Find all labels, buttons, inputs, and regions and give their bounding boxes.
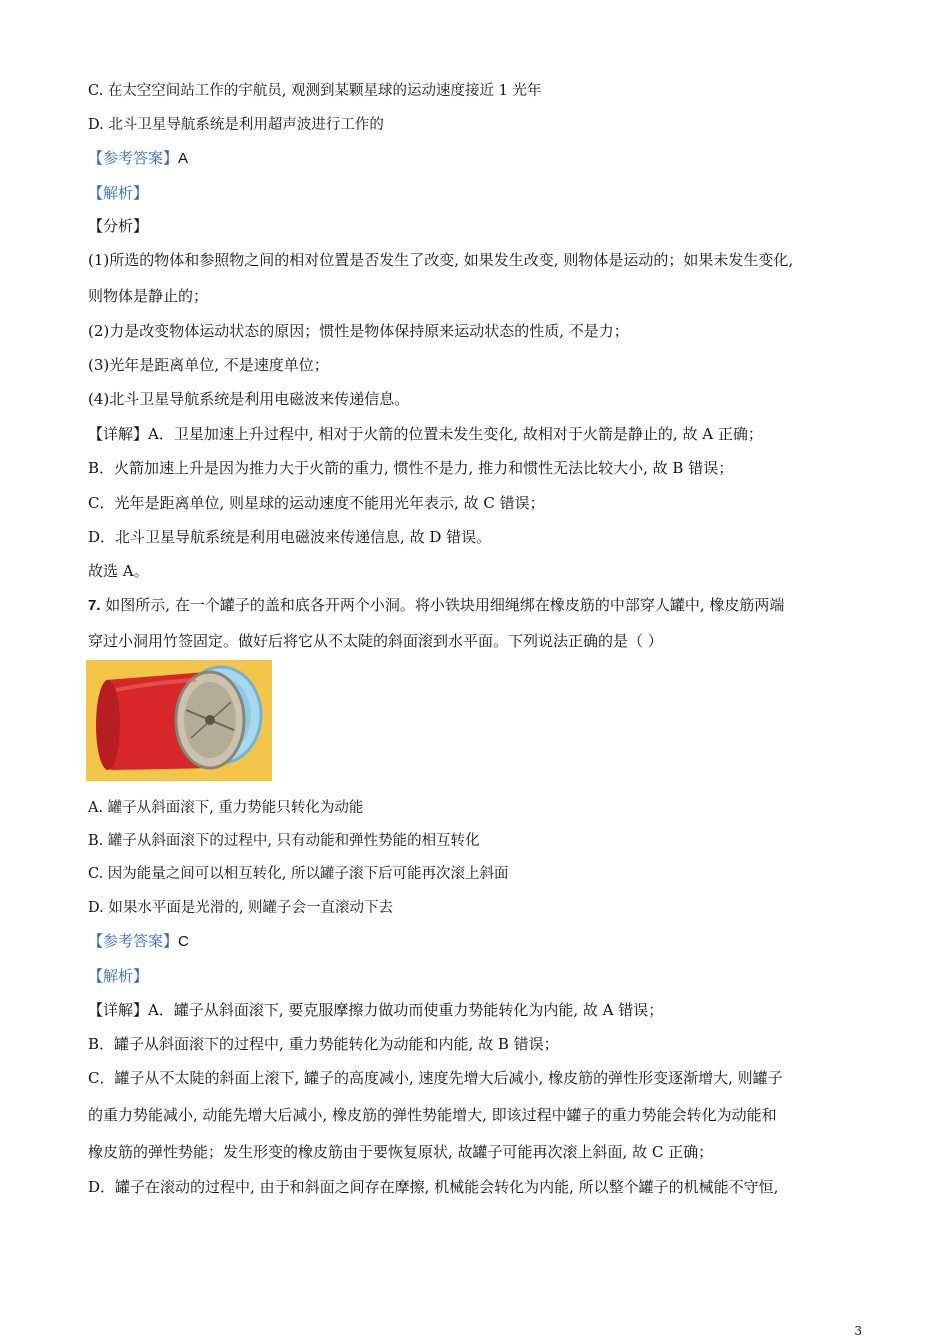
analysis-point-1-cont: 则物体是静止的； xyxy=(88,287,209,305)
detail-a: 【详解】A．卫星加速上升过程中, 相对于火箭的位置未发生变化, 故相对于火箭是静止的, 故 A 正确； xyxy=(88,425,763,443)
option-a: A. 罐子从斜面滚下, 重力势能只转化为动能 xyxy=(88,800,364,816)
question-7 xyxy=(88,595,784,616)
option-d: D. 如果水平面是光滑的, 则罐子会一直滚动下去 xyxy=(88,900,394,916)
answer-line-2 xyxy=(88,931,189,952)
question-7-cont: 穿过小洞用竹签固定。做好后将它从不太陡的斜面滚到水平面。下列说法正确的是（ ） xyxy=(88,632,663,650)
analysis-point-4: (4)北斗卫星导航系统是利用电磁波来传递信息。 xyxy=(88,390,410,408)
analysis-point-3: (3)光年是距离单位, 不是速度单位； xyxy=(88,356,329,374)
analysis-point-2: (2)力是改变物体运动状态的原因；惯性是物体保持原来运动状态的性质, 不是力； xyxy=(88,322,629,340)
detail-d: D．北斗卫星导航系统是利用电磁波来传递信息, 故 D 错误。 xyxy=(88,528,492,546)
rolling-can-illustration-icon xyxy=(86,660,272,781)
detail2-d: D．罐子在滚动的过程中, 由于和斜面之间存在摩擦, 机械能会转化为内能, 所以整个罐子的机械能不守恒, xyxy=(88,1178,779,1196)
option-d-prev: D. 北斗卫星导航系统是利用超声波进行工作的 xyxy=(88,117,384,133)
answer-tag: 【参考答案】 xyxy=(88,149,179,167)
page-number: 3 xyxy=(854,1324,862,1338)
question-text: 如图所示, 在一个罐子的盖和底各开两个小洞。将小铁块用细绳绑在橡皮筋的中部穿人罐中, 橡皮筋两端 xyxy=(100,596,785,614)
analysis-tag-2: 【解析】 xyxy=(88,967,149,985)
detail-b: B．火箭加速上升是因为推力大于火箭的重力, 惯性不是力, 推力和惯性无法比较大小, 故 B 错误； xyxy=(88,459,734,477)
option-b: B. 罐子从斜面滚下的过程中, 只有动能和弹性势能的相互转化 xyxy=(88,833,480,849)
detail2-b: B．罐子从斜面滚下的过程中, 重力势能转化为动能和内能, 故 B 错误； xyxy=(88,1035,559,1053)
question-number: 7. xyxy=(88,597,101,614)
analysis-tag: 【解析】 xyxy=(88,184,149,202)
answer-tag-2: 【参考答案】 xyxy=(88,932,179,950)
analysis-point-1: (1)所选的物体和参照物之间的相对位置是否发生了改变, 如果发生改变, 则物体是运动的；如果未发生变化, xyxy=(88,251,794,269)
detail2-a: 【详解】A．罐子从斜面滚下, 要克服摩擦力做功而使重力势能转化为内能, 故 A 错误； xyxy=(88,1001,664,1019)
conclusion: 故选 A。 xyxy=(88,562,149,580)
detail2-c-cont1: 的重力势能减小, 动能先增大后减小, 橡皮筋的弹性势能增大, 即该过程中罐子的重力势能会转化为动能和 xyxy=(88,1106,777,1124)
answer-line-1 xyxy=(88,148,188,169)
answer-value-2: C xyxy=(178,933,189,950)
answer-value: A xyxy=(178,150,189,167)
rolling-can-figure xyxy=(86,660,272,781)
option-c-prev: C. 在太空空间站工作的宇航员, 观测到某颗星球的运动速度接近 1 光年 xyxy=(88,83,542,99)
detail2-c: C．罐子从不太陡的斜面上滚下, 罐子的高度减小, 速度先增大后减小, 橡皮筋的弹性形变逐渐增大, 则罐子 xyxy=(88,1069,783,1087)
fenxi-tag: 【分析】 xyxy=(88,217,149,235)
option-c: C. 因为能量之间可以相互转化, 所以罐子滚下后可能再次滚上斜面 xyxy=(88,866,509,882)
detail-c: C．光年是距离单位, 则星球的运动速度不能用光年表示, 故 C 错误； xyxy=(88,494,545,512)
detail2-c-cont2: 橡皮筋的弹性势能；发生形变的橡皮筋由于要恢复原状, 故罐子可能再次滚上斜面, 故 C 正确； xyxy=(88,1143,714,1161)
